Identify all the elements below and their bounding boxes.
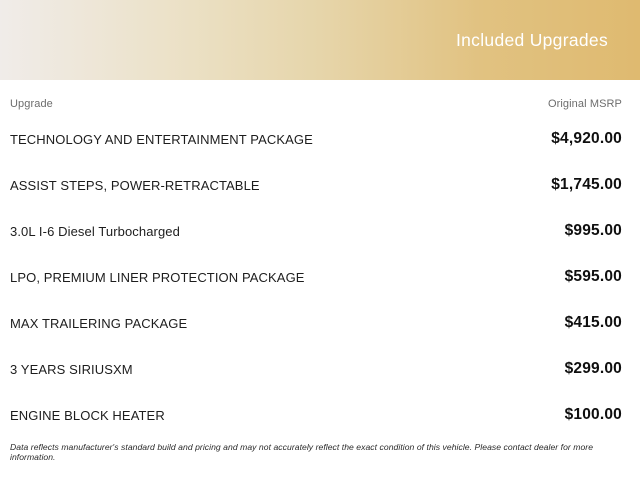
disclaimer-text: Data reflects manufacturer's standard build and pricing and may not accurately reflect the exact condition of this vehicle. Please contact dealer for more information. — [10, 442, 594, 462]
table-row — [10, 392, 622, 438]
upgrade-price: $4,920.00 — [551, 130, 622, 147]
upgrade-price: $595.00 — [564, 268, 622, 285]
table-row — [10, 116, 622, 162]
upgrade-price: $1,745.00 — [551, 176, 622, 193]
upgrade-name: ENGINE BLOCK HEATER — [10, 407, 165, 423]
upgrade-name: 3.0L I-6 Diesel Turbocharged — [10, 223, 180, 239]
upgrade-name: 3 YEARS SIRIUSXM — [10, 361, 133, 377]
upgrade-name: MAX TRAILERING PACKAGE — [10, 315, 188, 331]
upgrade-price: $415.00 — [564, 314, 622, 331]
table-row — [10, 346, 622, 392]
table-row — [10, 300, 622, 346]
upgrades-rows-container — [10, 116, 622, 438]
included-upgrades-header-band — [0, 0, 640, 80]
table-row — [10, 162, 622, 208]
upgrade-name: LPO, PREMIUM LINER PROTECTION PACKAGE — [10, 269, 305, 285]
included-upgrades-title: Included Upgrades — [455, 29, 608, 50]
upgrade-name: ASSIST STEPS, POWER-RETRACTABLE — [10, 177, 260, 193]
table-row — [10, 254, 622, 300]
upgrade-price: $299.00 — [564, 360, 622, 377]
table-column-header-row — [10, 80, 622, 116]
upgrades-table — [0, 80, 640, 462]
column-header-upgrade: Upgrade — [10, 98, 53, 110]
upgrade-price: $100.00 — [564, 406, 622, 423]
column-header-original-msrp: Original MSRP — [547, 98, 622, 110]
upgrade-price: $995.00 — [564, 222, 622, 239]
table-row — [10, 208, 622, 254]
upgrade-name: TECHNOLOGY AND ENTERTAINMENT PACKAGE — [10, 131, 313, 147]
